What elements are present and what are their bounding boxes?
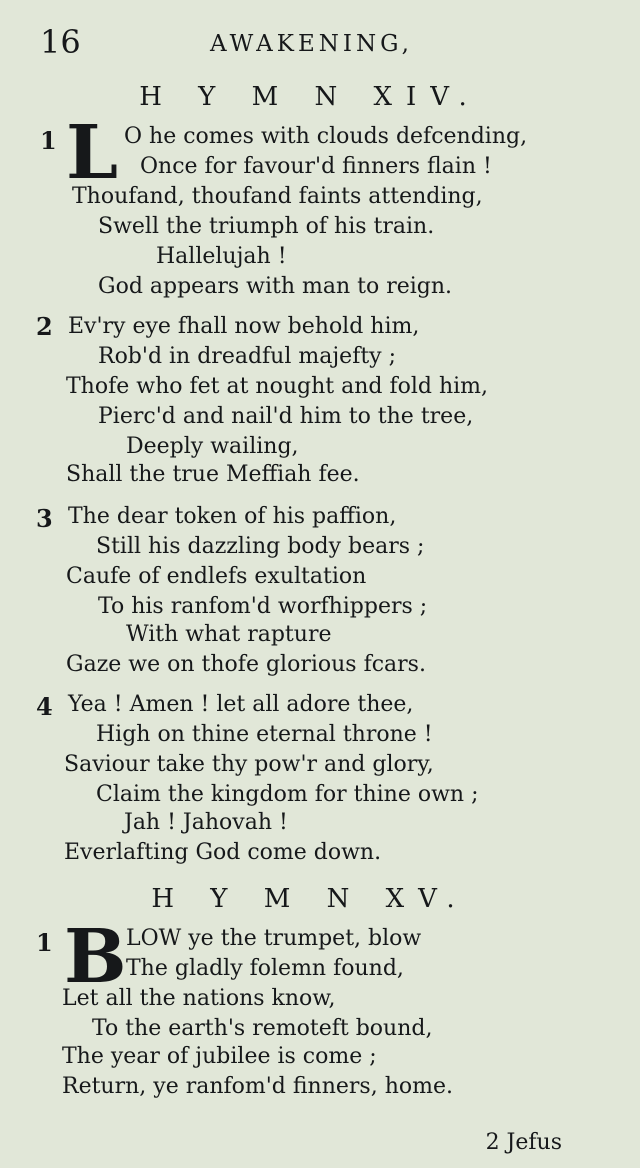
- verse-line: To the earth's remoteft bound,: [92, 1016, 433, 1041]
- verse-line: Everlafting God come down.: [64, 840, 382, 865]
- verse-line: The year of jubilee is come ;: [62, 1044, 377, 1069]
- verse-line: O he comes with clouds defcending,: [124, 124, 528, 149]
- verse-line: Let all the nations know,: [62, 986, 336, 1011]
- hymn-15-title: H Y M N XV.: [151, 884, 469, 914]
- verse-line: LOW ye the trumpet, blow: [126, 926, 422, 951]
- verse-line: Ev'ry eye fhall now behold him,: [68, 314, 420, 339]
- verse-line: Saviour take thy pow'r and glory,: [64, 752, 434, 777]
- verse-line: Pierc'd and nail'd him to the tree,: [98, 404, 474, 429]
- verse-line: Deeply wailing,: [126, 434, 299, 459]
- verse-number: 2: [36, 312, 53, 341]
- running-title: AWAKENING,: [210, 31, 413, 57]
- verse-line: Once for favour'd finners flain !: [140, 154, 492, 179]
- verse-line: To his ranfom'd worfhippers ;: [98, 594, 428, 619]
- verse-line: Gaze we on thofe glorious fcars.: [66, 652, 426, 677]
- verse-line: The gladly folemn found,: [126, 956, 404, 981]
- verse-line: High on thine eternal throne !: [96, 722, 433, 747]
- verse-line: God appears with man to reign.: [98, 274, 453, 299]
- verse-line: Rob'd in dreadful majefty ;: [98, 344, 397, 369]
- page-number: 16: [40, 23, 81, 61]
- verse-line: Yea ! Amen ! let all adore thee,: [68, 692, 414, 717]
- verse-number: 1: [40, 126, 57, 155]
- verse-number: 4: [36, 692, 53, 721]
- catchword: 2 Jefus: [485, 1130, 562, 1155]
- verse-number: 1: [36, 928, 53, 957]
- verse-line: Thofe who fet at nought and fold him,: [66, 374, 489, 399]
- verse-line: Caufe of endlefs exultation: [66, 564, 367, 589]
- verse-line: Thoufand, thoufand faints attending,: [72, 184, 483, 209]
- verse-line: The dear token of his paffion,: [68, 504, 397, 529]
- verse-line: Hallelujah !: [156, 244, 287, 269]
- verse-line: Jah ! Jahovah !: [124, 810, 288, 835]
- verse-number: 3: [36, 504, 53, 533]
- running-header: [38, 22, 600, 62]
- drop-cap: L: [66, 110, 119, 196]
- verse-line: Swell the triumph of his train.: [98, 214, 435, 239]
- verse-line: Still his dazzling body bears ;: [96, 534, 425, 559]
- verse-line: Return, ye ranfom'd finners, home.: [62, 1074, 453, 1099]
- hymn-14-title: H Y M N XIV.: [139, 82, 481, 112]
- verse-line: Claim the kingdom for thine own ;: [96, 782, 479, 807]
- drop-cap: B: [64, 914, 127, 1000]
- verse-line: With what rapture: [126, 622, 332, 647]
- verse-line: Shall the true Meffiah fee.: [66, 462, 360, 487]
